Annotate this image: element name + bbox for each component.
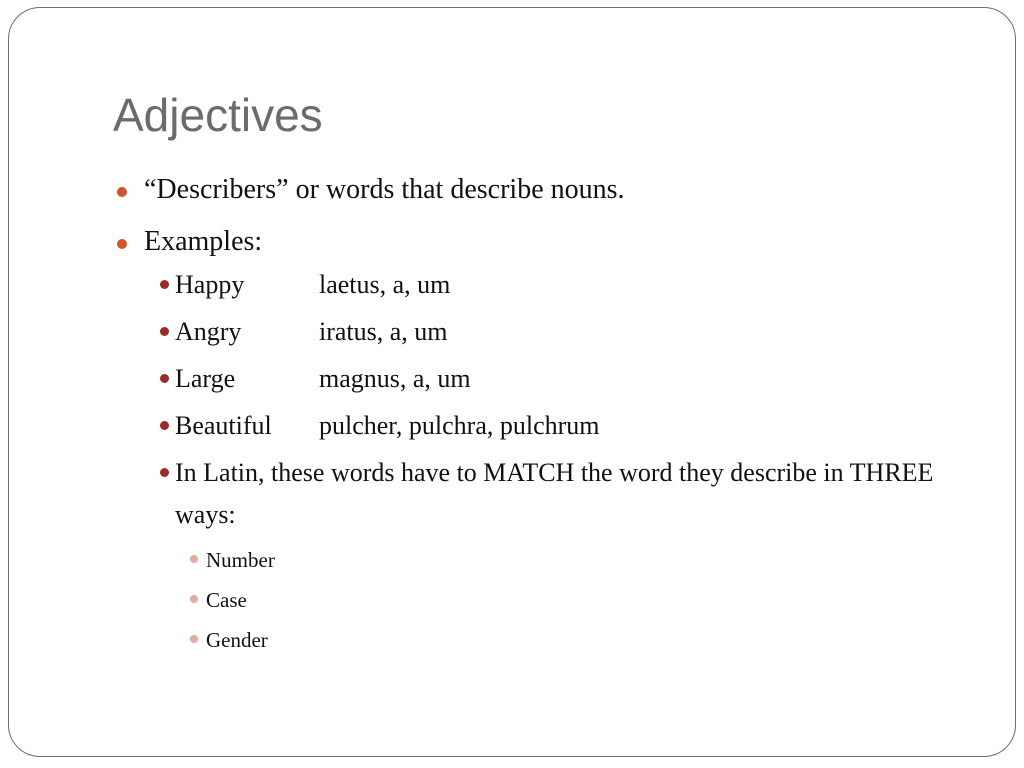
latin-word: iratus, a, um (319, 317, 448, 346)
match-way-text: Number (206, 548, 275, 572)
bullet-examples (112, 226, 982, 258)
bullet-dot-icon (160, 468, 169, 477)
latin-word: laetus, a, um (319, 270, 451, 299)
match-way-item (112, 620, 982, 660)
example-row (112, 358, 982, 400)
example-row (112, 311, 982, 353)
bullet-dot-icon (160, 327, 169, 336)
bullet-dot-icon (160, 421, 169, 430)
match-way-item (112, 580, 982, 620)
match-way-text: Case (206, 588, 247, 612)
bullet-dot-icon (190, 595, 198, 603)
bullet-dot-icon (117, 187, 127, 197)
example-row (112, 405, 982, 447)
bullet-text: Examples: (144, 226, 263, 257)
bullet-dot-icon (190, 555, 198, 563)
bullet-describers (112, 174, 982, 206)
bullet-dot-icon (160, 280, 169, 289)
english-word: Happy (175, 270, 245, 299)
bullet-dot-icon (190, 635, 198, 643)
bullet-text: “Describers” or words that describe nouns. (144, 174, 625, 205)
match-note (112, 452, 982, 536)
latin-word: pulcher, pulchra, pulchrum (319, 411, 600, 440)
slide (8, 7, 1016, 757)
english-word: Beautiful (175, 411, 272, 440)
english-word: Large (175, 364, 236, 393)
bullet-dot-icon (117, 239, 127, 249)
slide-body (112, 174, 982, 660)
slide-title: Adjectives (113, 89, 323, 141)
bullet-dot-icon (160, 374, 169, 383)
match-way-item (112, 540, 982, 580)
example-row (112, 264, 982, 306)
latin-word: magnus, a, um (319, 364, 471, 393)
english-word: Angry (175, 317, 242, 346)
match-way-text: Gender (206, 628, 268, 652)
match-note-text: In Latin, these words have to MATCH the word they describe in THREE ways: (175, 458, 934, 529)
